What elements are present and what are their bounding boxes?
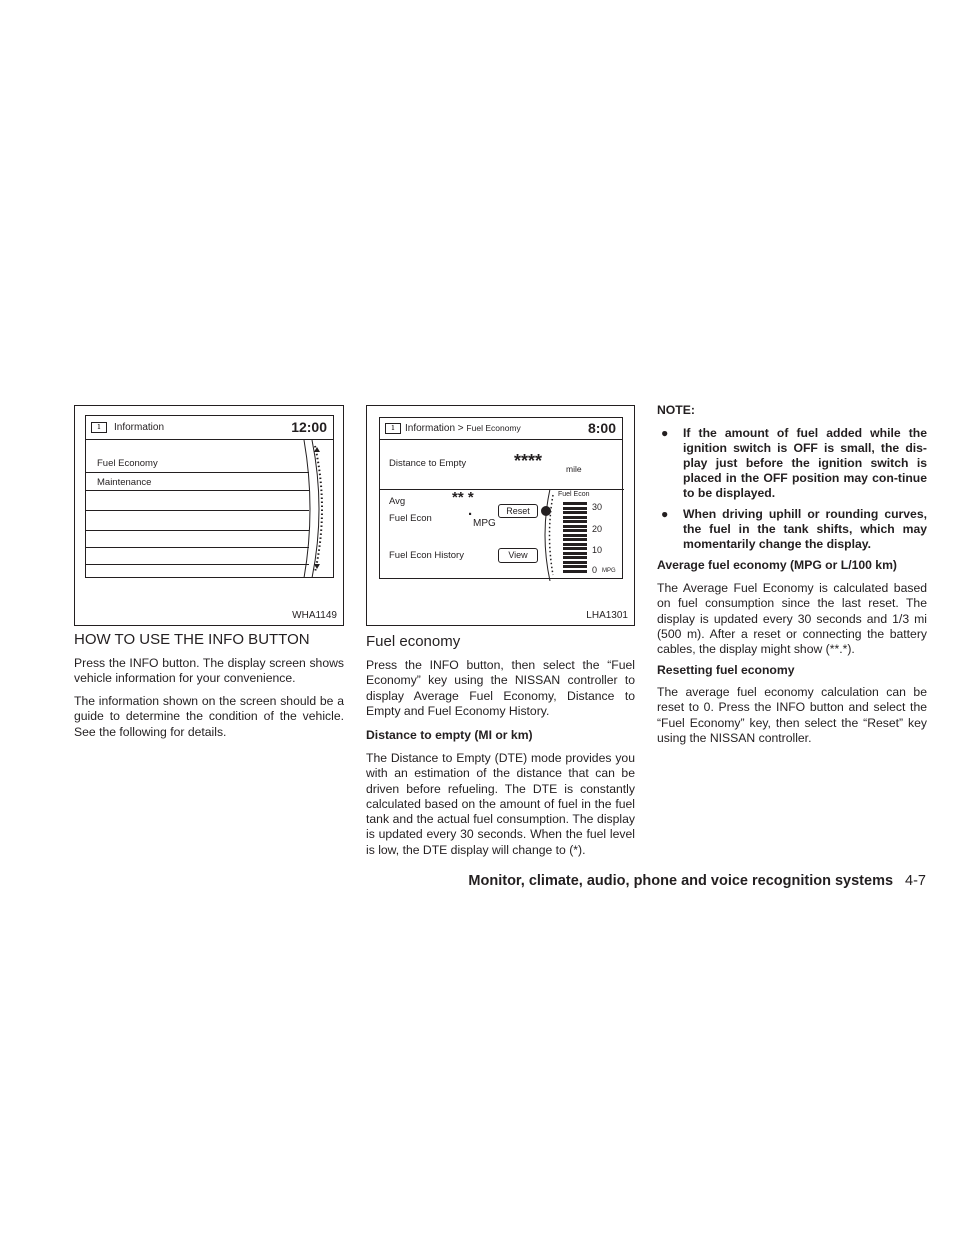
gauge-bar: [563, 565, 587, 568]
note-item: ● When driving uphill or rounding curves, the fuel in the tank shifts, which may momentarily change the display.: [661, 507, 927, 551]
avg-label-line2: Fuel Econ: [389, 513, 432, 524]
gauge-bar: [563, 570, 587, 573]
gauge-bar: [563, 520, 587, 523]
gauge-tick-30: 30: [592, 502, 603, 512]
scroll-up-arrow-icon[interactable]: [314, 447, 320, 452]
scroll-bar[interactable]: [302, 440, 334, 578]
row-divider: [86, 530, 309, 531]
paragraph: The Average Fuel Economy is calculated based on fuel consumption since the last reset. The display is updated every 30 seconds and 1/3 mi (500 m). After a reset or connecting the battery cables, the display might show (**.*).: [657, 581, 927, 657]
note-list: [657, 426, 927, 558]
bullet-icon: ●: [661, 507, 669, 521]
dte-unit: mile: [566, 464, 582, 474]
avg-unit: MPG: [473, 518, 496, 529]
figure-code: WHA1149: [292, 610, 337, 621]
gauge-bar: [563, 507, 587, 510]
gauge-top-line: [550, 489, 624, 490]
gauge-tick-20: 20: [592, 524, 603, 534]
menu-item-maintenance[interactable]: Maintenance: [97, 477, 152, 488]
row-divider: [86, 472, 309, 473]
note-item: ● If the amount of fuel added while the ignition switch is OFF is small, the dis-play just before the ignition switch is placed in the OFF position may con-tinue to be displayed.: [661, 426, 927, 500]
gauge-bar: [563, 516, 587, 519]
info-icon: i: [91, 422, 107, 433]
breadcrumb-fuel-economy: Fuel Economy: [466, 423, 521, 433]
gauge-bar: [563, 529, 587, 532]
page-footer: [468, 873, 926, 889]
screen-title: Information: [114, 422, 165, 433]
gauge-bar: [563, 561, 587, 564]
section-heading-fuel-economy: Fuel economy: [366, 633, 461, 650]
subheading-average-fuel-economy: Average fuel economy (MPG or L/100 km): [657, 558, 897, 572]
view-button[interactable]: View: [498, 548, 538, 563]
reset-button[interactable]: Reset: [498, 504, 538, 518]
screen-curve-divider: [540, 489, 556, 581]
screen-clock: 8:00: [587, 420, 616, 436]
gauge-bar: [563, 525, 587, 528]
dte-label: Distance to Empty: [389, 458, 467, 469]
gauge-bars: [563, 502, 587, 574]
paragraph: The Distance to Empty (DTE) mode provides you with an estimation of the distance that can be driven before refueling. The DTE is constantly calculated based on the amount of fuel in the fuel tank and the actual fuel consumption. The display is updated every 30 seconds. When the fuel level is low, the DTE display will change to (*).: [366, 751, 635, 857]
screen-header: [380, 418, 622, 440]
info-icon: i: [385, 423, 401, 434]
subheading-distance-to-empty: Distance to empty (MI or km): [366, 728, 533, 742]
section-heading-info-button: HOW TO USE THE INFO BUTTON: [74, 631, 310, 648]
page-number: 4-7: [905, 873, 926, 889]
menu-item-fuel-economy[interactable]: Fuel Economy: [97, 458, 158, 469]
row-divider: [86, 510, 309, 511]
gauge-bar: [563, 534, 587, 537]
row-divider: [86, 564, 309, 565]
row-divider: [86, 490, 309, 491]
gauge-bar: [563, 543, 587, 546]
bullet-icon: ●: [661, 426, 669, 440]
dte-value: ****: [514, 451, 543, 471]
gauge-bar: [563, 556, 587, 559]
figure-fuel-economy-screen: [366, 405, 635, 626]
avg-label: Avg: [389, 496, 406, 507]
gauge-bar: [563, 538, 587, 541]
paragraph: Press the INFO button, then select the “Fuel Economy” key using the NISSAN controller to display Average Fuel Economy, Distance to Empty and Fuel Economy History.: [366, 658, 635, 718]
gauge-title: Fuel Econ: [558, 491, 590, 498]
screen-title: [405, 423, 521, 434]
paragraph: Press the INFO button. The display screen shows vehicle information for your convenience.: [74, 656, 344, 686]
gauge-unit: MPG: [602, 568, 616, 574]
paragraph: The information shown on the screen should be a guide to determine the condition of the vehicle. See the following for details.: [74, 694, 344, 739]
note-label: NOTE:: [657, 403, 695, 417]
avg-decimal-dot: .: [468, 502, 473, 519]
figure-code: LHA1301: [586, 610, 628, 621]
fuel-economy-display-screen: [379, 417, 623, 579]
scroll-down-arrow-icon[interactable]: [314, 564, 320, 569]
gauge-bar: [563, 502, 587, 505]
history-label: Fuel Econ History: [389, 550, 464, 561]
screen-clock: 12:00: [291, 419, 327, 435]
gauge-bar: [563, 547, 587, 550]
info-display-screen: [85, 415, 334, 578]
subheading-resetting-fuel-economy: Resetting fuel economy: [657, 663, 795, 677]
figure-info-screen: [74, 405, 344, 626]
paragraph: The average fuel economy calculation can be reset to 0. Press the INFO button and select the “Fuel Economy” key, then select the “Reset” key using the NISSAN controller.: [657, 685, 927, 745]
row-divider: [86, 547, 309, 548]
breadcrumb-information: Information >: [405, 423, 467, 434]
gauge-tick-0: 0: [592, 565, 598, 575]
gauge-tick-10: 10: [592, 545, 603, 555]
gauge-bar: [563, 511, 587, 514]
screen-header: [86, 416, 333, 440]
gauge-bar: [563, 552, 587, 555]
avg-value: ** *: [452, 489, 474, 506]
footer-section-title: Monitor, climate, audio, phone and voice recognition systems: [468, 873, 894, 889]
